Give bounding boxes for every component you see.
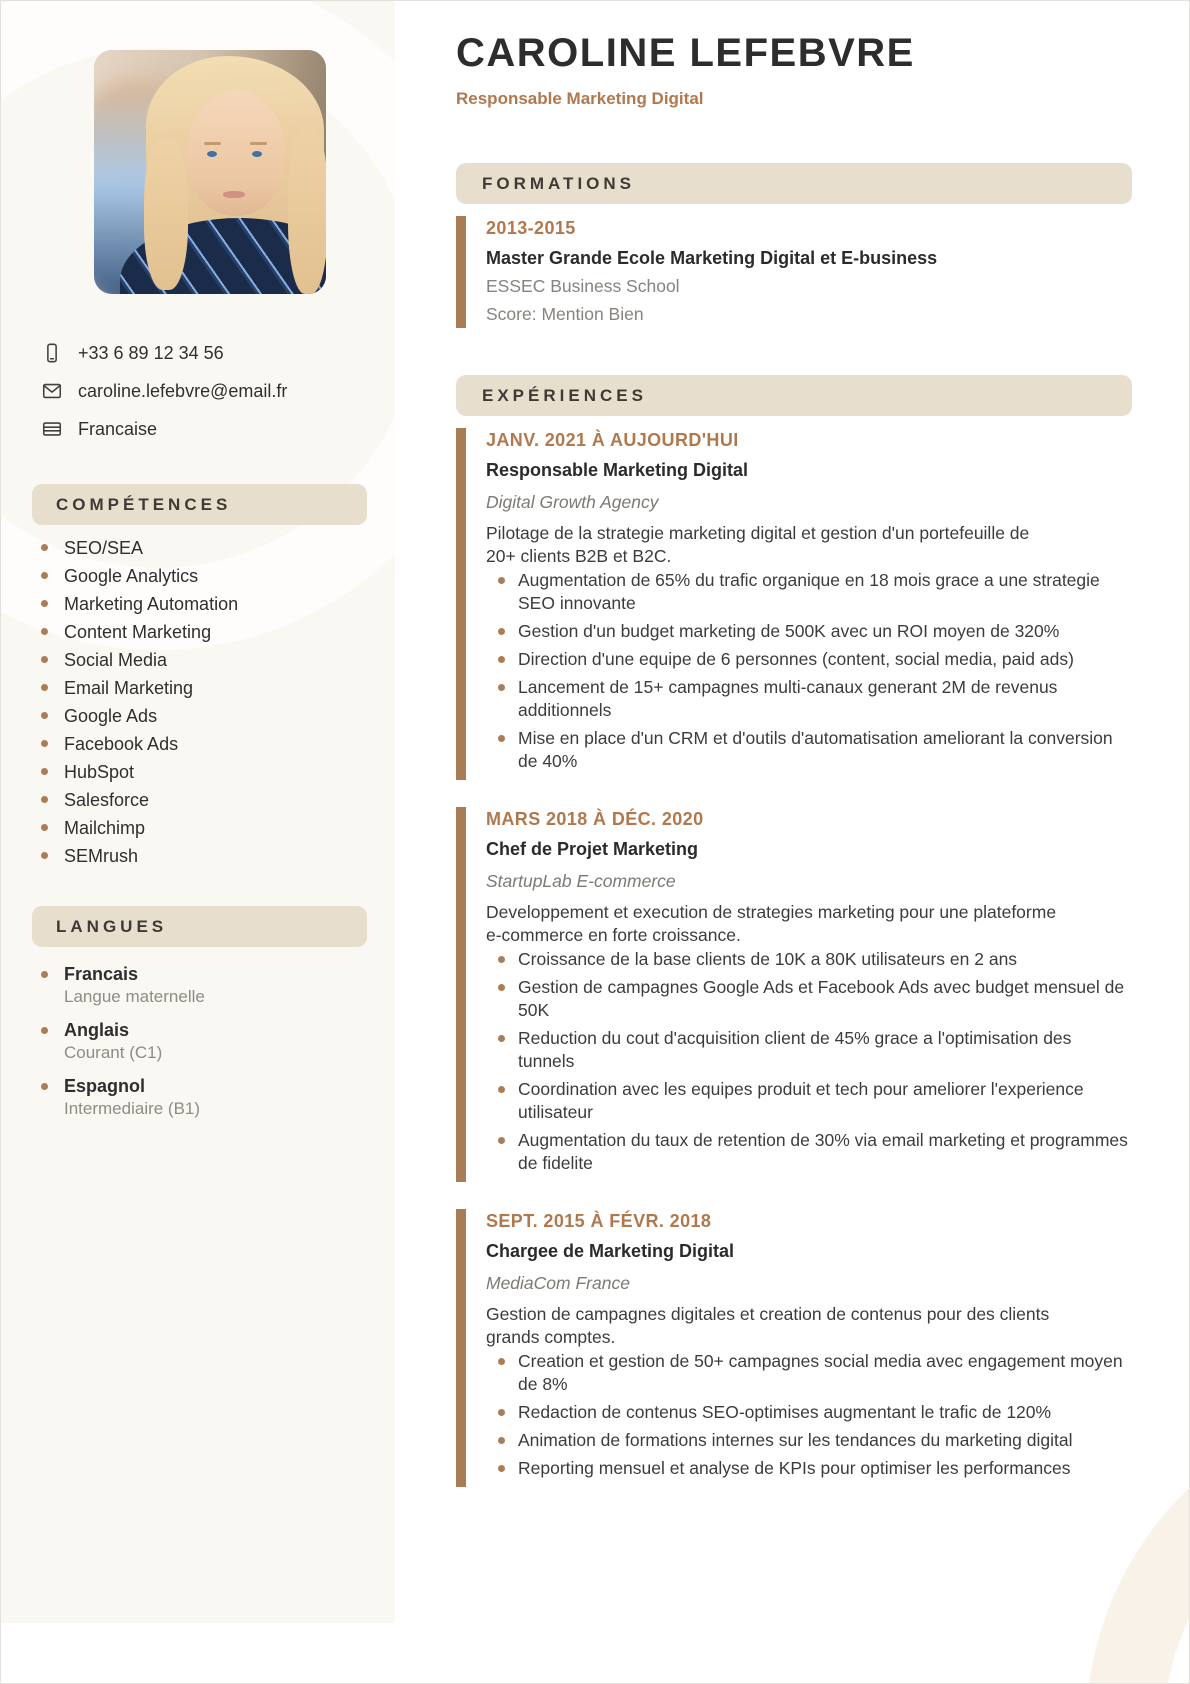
experience-company: Digital Growth Agency: [486, 492, 659, 512]
skill-item: [41, 732, 371, 756]
bullet-dot-icon: [498, 735, 505, 742]
bullet-dot-icon: [498, 1358, 505, 1365]
skill-item: [41, 788, 371, 812]
achievement-bullet: [498, 727, 1132, 773]
bullet-dot-icon: [498, 1137, 505, 1144]
skill-item: [41, 760, 371, 784]
achievement-text: Redaction de contenus SEO-optimises augmentant le trafic de 120%: [518, 1402, 1052, 1422]
mail-icon: [41, 380, 63, 402]
achievement-text: Gestion de campagnes Google Ads et Facebook Ads avec budget mensuel de 50K: [518, 977, 1125, 1020]
formation-entry: [456, 216, 1132, 328]
bullet-dot-icon: [498, 984, 505, 991]
photo-eyebrow: [250, 142, 267, 145]
bullet-dot-icon: [498, 684, 505, 691]
skill-label: Marketing Automation: [64, 594, 239, 614]
bullet-dot-icon: [41, 740, 48, 747]
achievement-text: Augmentation de 65% du trafic organique en 18 mois grace a une strategie SEO innovante: [518, 570, 1100, 613]
photo-hair-strand: [288, 126, 326, 294]
achievement-bullet: [498, 1401, 1132, 1424]
bullet-dot-icon: [498, 1086, 505, 1093]
skill-label: Social Media: [64, 650, 168, 670]
bullet-dot-icon: [498, 628, 505, 635]
formation-period: 2013-2015: [486, 218, 576, 238]
bullet-dot-icon: [41, 852, 48, 859]
achievement-bullet: [498, 1078, 1132, 1124]
phone-icon: [41, 342, 63, 364]
bullet-dot-icon: [41, 768, 48, 775]
contact-nationality-row: [41, 417, 371, 441]
main-column: [456, 1, 1132, 1514]
experience-company: MediaCom France: [486, 1273, 630, 1293]
bullet-dot-icon: [41, 572, 48, 579]
achievement-bullet: [498, 1429, 1132, 1452]
bullet-dot-icon: [41, 1083, 48, 1090]
experience-company: StartupLab E-commerce: [486, 871, 676, 891]
bullet-dot-icon: [498, 577, 505, 584]
profile-photo: [94, 50, 326, 294]
bullet-dot-icon: [41, 684, 48, 691]
bullet-dot-icon: [41, 824, 48, 831]
language-name: Espagnol: [64, 1076, 146, 1096]
experience-period: MARS 2018 À DÉC. 2020: [486, 809, 704, 829]
bullet-dot-icon: [41, 628, 48, 635]
bullet-dot-icon: [41, 971, 48, 978]
skill-label: Google Analytics: [64, 566, 199, 586]
formation-score: Score: Mention Bien: [486, 304, 644, 324]
achievement-text: Creation et gestion de 50+ campagnes social media avec engagement moyen de 8%: [518, 1351, 1123, 1394]
bullet-dot-icon: [498, 1465, 505, 1472]
experience-bullet-list: [486, 569, 1132, 773]
achievement-text: Mise en place d'un CRM et d'outils d'automatisation ameliorant la conversion de 40%: [518, 728, 1113, 771]
skill-label: SEO/SEA: [64, 538, 144, 558]
candidate-job-title: Responsable Marketing Digital: [456, 89, 704, 108]
skill-item: [41, 620, 371, 644]
experience-entry: [456, 807, 1132, 1182]
photo-hair-strand: [144, 138, 188, 290]
skill-item: [41, 844, 371, 868]
skill-item: [41, 648, 371, 672]
bullet-dot-icon: [41, 1027, 48, 1034]
achievement-bullet: [498, 948, 1132, 971]
photo-eye: [252, 151, 262, 157]
skill-item: [41, 676, 371, 700]
achievement-bullet: [498, 620, 1132, 643]
language-item: [41, 1019, 371, 1064]
experience-summary: Pilotage de la strategie marketing digital et gestion d'un portefeuille de 20+ clients B2B et B2C.: [486, 523, 1030, 566]
bullet-dot-icon: [41, 796, 48, 803]
skill-item: [41, 564, 371, 588]
language-level: Courant (C1): [64, 1043, 163, 1062]
contact-nationality-value: Francaise: [78, 419, 158, 439]
experiences-heading: EXPÉRIENCES: [456, 375, 1132, 416]
sidebar: [1, 1, 395, 1623]
skill-label: HubSpot: [64, 762, 135, 782]
achievement-bullet: [498, 1350, 1132, 1396]
experience-period: SEPT. 2015 À FÉVR. 2018: [486, 1211, 712, 1231]
achievement-bullet: [498, 648, 1132, 671]
experience-job-title: Chargee de Marketing Digital: [486, 1241, 735, 1261]
achievement-text: Animation de formations internes sur les tendances du marketing digital: [518, 1430, 1073, 1450]
photo-eyebrow: [204, 142, 221, 145]
language-item: [41, 963, 371, 1008]
achievement-bullet: [498, 1027, 1132, 1073]
achievement-text: Gestion d'un budget marketing de 500K avec un ROI moyen de 320%: [518, 621, 1060, 641]
achievement-text: Augmentation du taux de retention de 30% via email marketing et programmes de fidelite: [518, 1130, 1128, 1173]
experience-summary: Developpement et execution de strategies marketing pour une plateforme e-commerce en forte croissance.: [486, 902, 1057, 945]
language-level: Intermediaire (B1): [64, 1099, 201, 1118]
experience-job-title: Chef de Projet Marketing: [486, 839, 699, 859]
achievement-text: Direction d'une equipe de 6 personnes (content, social media, paid ads): [518, 649, 1074, 669]
skill-label: SEMrush: [64, 846, 139, 866]
photo-eye: [207, 151, 217, 157]
bullet-dot-icon: [498, 656, 505, 663]
experience-bullet-list: [486, 948, 1132, 1175]
bullet-dot-icon: [41, 600, 48, 607]
bullet-dot-icon: [498, 1437, 505, 1444]
achievement-text: Lancement de 15+ campagnes multi-canaux generant 2M de revenus additionnels: [518, 677, 1058, 720]
contact-email-row: [41, 379, 371, 403]
photo-lips: [223, 191, 245, 198]
bullet-dot-icon: [41, 544, 48, 551]
skill-label: Facebook Ads: [64, 734, 179, 754]
achievement-bullet: [498, 976, 1132, 1022]
skill-label: Salesforce: [64, 790, 150, 810]
contact-phone-row: [41, 341, 371, 365]
skill-label: Mailchimp: [64, 818, 146, 838]
skill-label: Google Ads: [64, 706, 158, 726]
language-name: Anglais: [64, 1020, 130, 1040]
skill-label: Content Marketing: [64, 622, 212, 642]
skill-item: [41, 816, 371, 840]
bullet-dot-icon: [41, 712, 48, 719]
skill-item: [41, 536, 371, 560]
achievement-text: Reporting mensuel et analyse de KPIs pour optimiser les performances: [518, 1458, 1071, 1478]
bullet-dot-icon: [41, 656, 48, 663]
experience-job-title: Responsable Marketing Digital: [486, 460, 749, 480]
achievement-text: Croissance de la base clients de 10K a 80K utilisateurs en 2 ans: [518, 949, 1018, 969]
formations-heading: FORMATIONS: [456, 163, 1132, 204]
formation-school: ESSEC Business School: [486, 276, 680, 296]
competences-heading: COMPÉTENCES: [32, 484, 367, 525]
experience-entry: [456, 428, 1132, 780]
experience-summary: Gestion de campagnes digitales et creation de contenus pour des clients grands comptes.: [486, 1304, 1050, 1347]
achievement-bullet: [498, 1457, 1132, 1480]
bullet-dot-icon: [498, 1409, 505, 1416]
language-item: [41, 1075, 371, 1120]
achievement-bullet: [498, 676, 1132, 722]
language-name: Francais: [64, 964, 139, 984]
candidate-name: CAROLINE LEFEBVRE: [456, 31, 915, 75]
langues-list: [41, 963, 371, 1131]
bullet-dot-icon: [498, 1035, 505, 1042]
skill-item: [41, 592, 371, 616]
skill-item: [41, 704, 371, 728]
contact-phone-value: +33 6 89 12 34 56: [78, 343, 224, 363]
achievement-text: Reduction du cout d'acquisition client de 45% grace a l'optimisation des tunnels: [518, 1028, 1072, 1071]
competences-list: [41, 536, 371, 872]
achievement-bullet: [498, 1129, 1132, 1175]
language-level: Langue maternelle: [64, 987, 205, 1006]
contact-email-value: caroline.lefebvre@email.fr: [78, 381, 288, 401]
contact-info: [41, 341, 371, 455]
formation-degree: Master Grande Ecole Marketing Digital et E-business: [486, 248, 938, 268]
experience-bullet-list: [486, 1350, 1132, 1480]
bullet-dot-icon: [498, 956, 505, 963]
experience-entry: [456, 1209, 1132, 1487]
achievement-text: Coordination avec les equipes produit et tech pour ameliorer l'experience utilisateur: [518, 1079, 1084, 1122]
id-card-icon: [41, 418, 63, 440]
experience-period: JANV. 2021 À AUJOURD'HUI: [486, 430, 739, 450]
achievement-bullet: [498, 569, 1132, 615]
langues-heading: LANGUES: [32, 906, 367, 947]
skill-label: Email Marketing: [64, 678, 194, 698]
